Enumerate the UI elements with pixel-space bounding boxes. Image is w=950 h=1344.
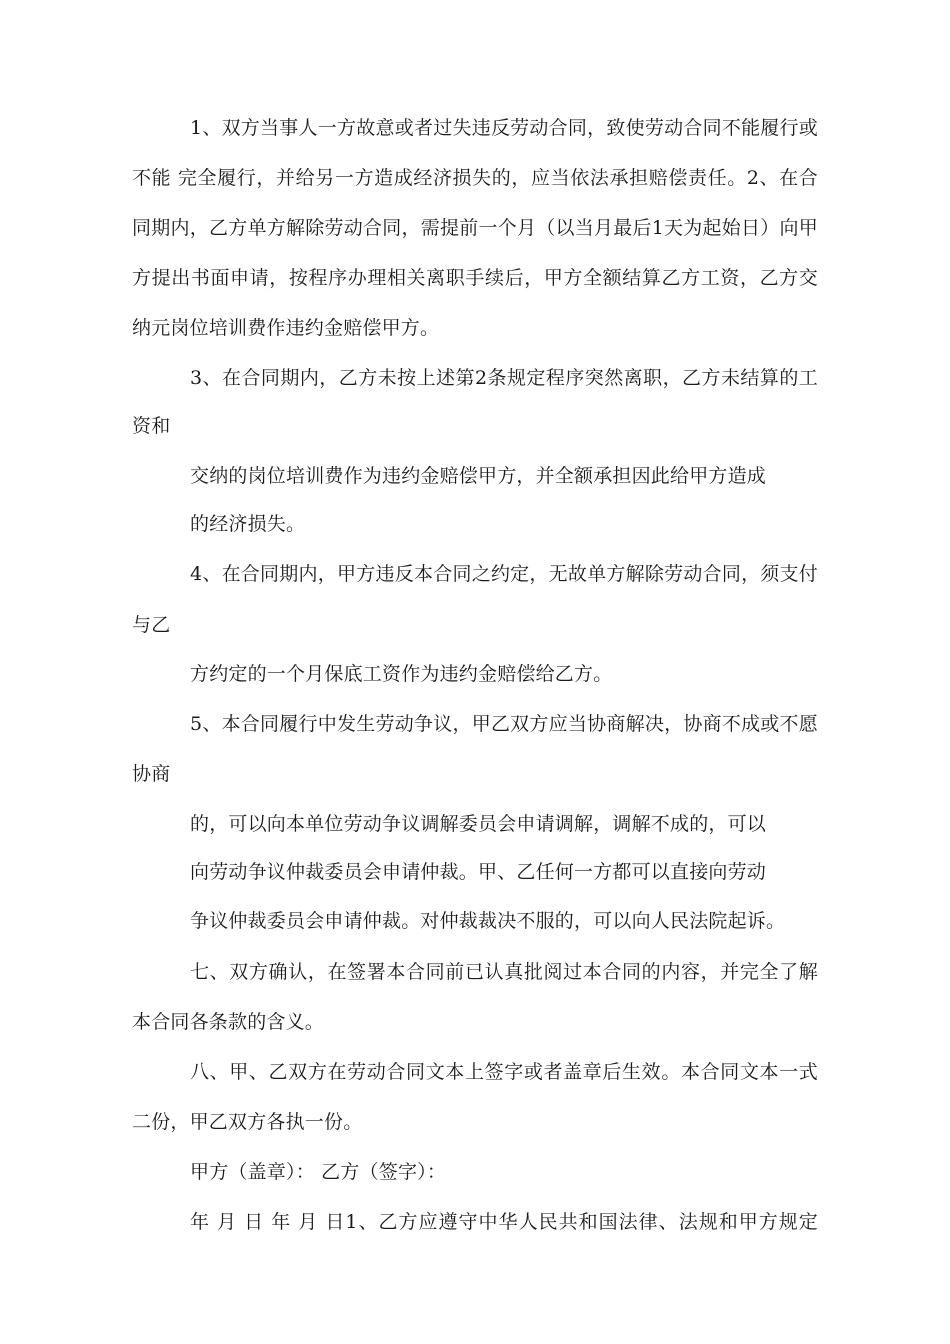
text-line-15: 的，可以向本单位劳动争议调解委员会申请调解，调解不成的，可以 xyxy=(190,813,767,835)
text-line-9: 的经济损失。 xyxy=(190,513,306,535)
text-line-20: 八、甲、乙双方在劳动合同文本上签字或者盖章后生效。本合同文本一式 xyxy=(190,1061,818,1083)
text-line-1: 1、双方当事人一方故意或者过失违反劳动合同，致使劳动合同不能履行或 xyxy=(190,117,818,139)
text-line-11: 与乙 xyxy=(132,614,171,636)
text-line-17: 争议仲裁委员会申请仲裁。对仲裁裁决不服的，可以向人民法院起诉。 xyxy=(190,910,786,932)
text-line-7: 资和 xyxy=(132,415,171,437)
text-line-14: 协商 xyxy=(132,763,171,785)
date-line: 年 月 日 年 月 日1、乙方应遵守中华人民共和国法律、法规和甲方规定 xyxy=(190,1211,818,1233)
text-line-6: 3、在合同期内，乙方未按上述第2条规定程序突然离职，乙方未结算的工 xyxy=(190,367,818,389)
text-line-21: 二份，甲乙双方各执一份。 xyxy=(132,1111,363,1133)
text-line-13: 5、本合同履行中发生劳动争议，甲乙双方应当协商解决，协商不成或不愿 xyxy=(190,713,818,735)
text-line-16: 向劳动争议仲裁委员会申请仲裁。甲、乙任何一方都可以直接向劳动 xyxy=(190,861,767,883)
text-line-4: 方提出书面申请，按程序办理相关离职手续后，甲方全额结算乙方工资，乙方交 xyxy=(132,267,818,289)
text-line-19: 本合同各条款的含义。 xyxy=(132,1011,325,1033)
text-line-2: 不能 完全履行，并给另一方造成经济损失的，应当依法承担赔偿责任。2、在合 xyxy=(132,167,818,189)
text-line-8: 交纳的岗位培训费作为违约金赔偿甲方，并全额承担因此给甲方造成 xyxy=(190,465,767,487)
text-line-5: 纳元岗位培训费作违约金赔偿甲方。 xyxy=(132,317,440,339)
text-line-3: 同期内，乙方单方解除劳动合同，需提前一个月（以当月最后1天为起始日）向甲 xyxy=(132,217,818,239)
signature-line: 甲方（盖章）： 乙方（签字）： xyxy=(190,1161,447,1183)
text-line-10: 4、在合同期内，甲方违反本合同之约定，无故单方解除劳动合同，须支付 xyxy=(190,563,818,585)
text-line-18: 七、双方确认，在签署本合同前已认真批阅过本合同的内容，并完全了解 xyxy=(190,961,818,983)
text-line-12: 方约定的一个月保底工资作为违约金赔偿给乙方。 xyxy=(190,663,613,685)
